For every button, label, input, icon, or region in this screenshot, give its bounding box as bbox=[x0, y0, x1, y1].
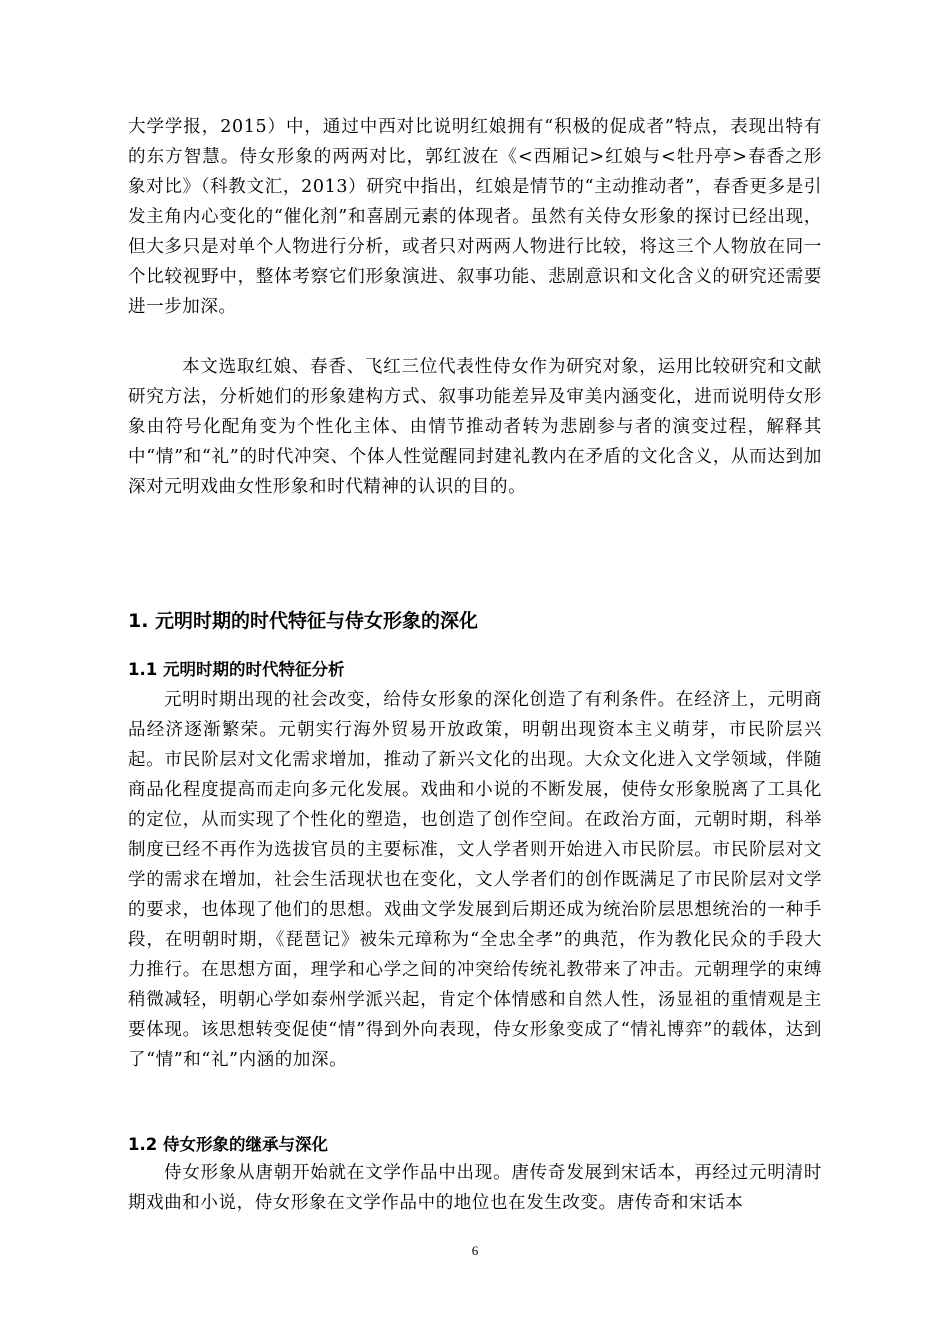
paragraph-research-purpose: 本文选取红娘、春香、飞红三位代表性侍女作为研究对象，运用比较研究和文献研究方法，分析她们的形象建构方式、叙事功能差异及审美内涵变化，进而说明侍女形象由符号化配角变为个性化主体、由情节推动者转为悲剧参与者的演变过程，解释其中“情”和“礼”的时代冲突、个体人性觉醒同封建礼教内在矛盾的文化含义，从而达到加深对元明戏曲女性形象和时代精神的认识的目的。 bbox=[128, 357, 822, 497]
section-1-1-heading: 1.1 元明时期的时代特征分析 bbox=[128, 660, 345, 679]
page-number: 6 bbox=[471, 1243, 479, 1258]
paragraph-intro-continued: 大学学报，2015）中，通过中西对比说明红娘拥有“积极的促成者”特点，表现出特有的东方智慧。侍女形象的两两对比，郭红波在《<西厢记>红娘与<牡丹亭>春香之形象对比》（科教文汇，2013）研究中指出，红娘是情节的“主动推动者”，春香更多是引发主角内心变化的“催化剂”和喜剧元素的体现者。虽然有关侍女形象的探讨已经出现，但大多只是对单个人物进行分析，或者只对两两人物进行比较，将这三个人物放在同一个比较视野中，整体考察它们形象演进、叙事功能、悲剧意识和文化含义的研究还需要进一步加深。 bbox=[128, 117, 822, 317]
paragraph-section-1-2: 侍女形象从唐朝开始就在文学作品中出现。唐传奇发展到宋话本，再经过元明清时期戏曲和小说，侍女形象在文学作品中的地位也在发生改变。唐传奇和宋话本 bbox=[128, 1163, 822, 1213]
paragraph-section-1-1: 元明时期出现的社会改变，给侍女形象的深化创造了有利条件。在经济上，元明商品经济逐渐繁荣。元朝实行海外贸易开放政策，明朝出现资本主义萌芽，市民阶层兴起。市民阶层对文化需求增加，推动了新兴文化的出现。大众文化进入文学领域，伴随商品化程度提高而走向多元化发展。戏曲和小说的不断发展，使侍女形象脱离了工具化的定位，从而实现了个性化的塑造，也创造了创作空间。在政治方面，元朝时期，科举制度已经不再作为选拔官员的主要标准，文人学者则开始进入市民阶层。市民阶层对文学的需求在增加，社会生活现状也在变化，文人学者们的创作既满足了市民阶层对文学的要求，也体现了他们的思想。戏曲文学发展到后期还成为统治阶层思想统治的一种手段，在明朝时期，《琵琶记》被朱元璋称为“全忠全孝”的典范，作为教化民众的手段大力推行。在思想方面，理学和心学之间的冲突给传统礼教带来了冲击。元朝理学的束缚稍微减轻，明朝心学如泰州学派兴起，肯定个体情感和自然人性，汤显祖的重情观是主要体现。该思想转变促使“情”得到外向表现，侍女形象变成了“情礼博弈”的载体，达到了“情”和“礼”内涵的加深。 bbox=[128, 690, 822, 1070]
section-1-2-heading: 1.2 侍女形象的继承与深化 bbox=[128, 1135, 328, 1154]
section-1-heading: 1. 元明时期的时代特征与侍女形象的深化 bbox=[128, 610, 479, 632]
